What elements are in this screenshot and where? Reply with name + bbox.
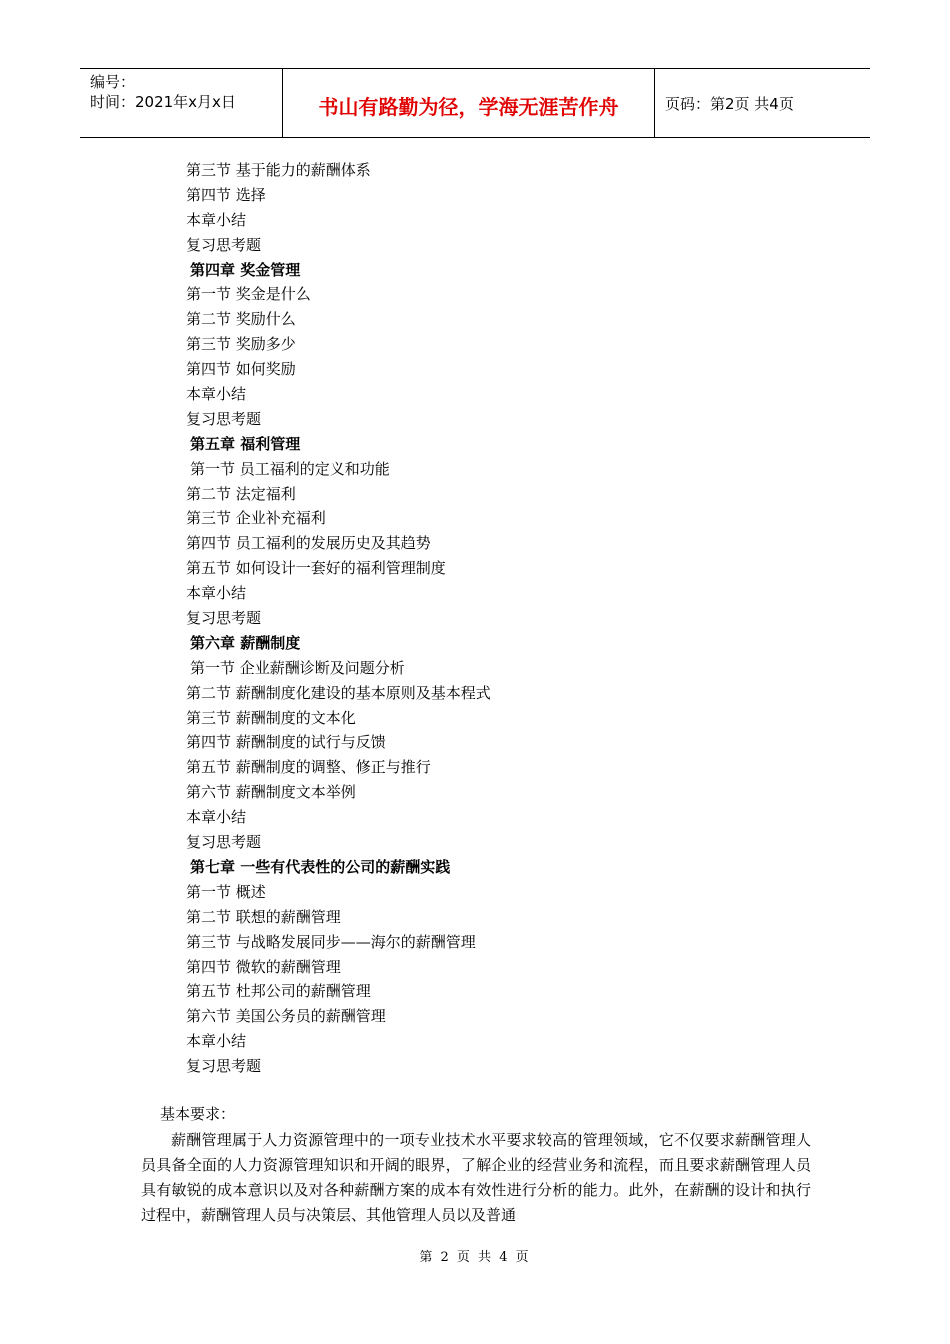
toc-entry: 第五节 薪酬制度的调整、修正与推行 bbox=[186, 758, 431, 777]
toc-entry: 本章小结 bbox=[186, 584, 247, 603]
toc-entry: 第二节 联想的薪酬管理 bbox=[186, 907, 341, 926]
toc-entry: 复习思考题 bbox=[186, 409, 262, 428]
toc-entry: 第四节 微软的薪酬管理 bbox=[186, 957, 341, 976]
toc-entry: 复习思考题 bbox=[186, 235, 262, 254]
toc-chapter: 第六章 薪酬制度 bbox=[190, 633, 301, 652]
toc-entry: 第三节 薪酬制度的文本化 bbox=[186, 708, 356, 727]
toc-entry: 第三节 奖励多少 bbox=[186, 335, 296, 354]
toc-entry: 第六节 美国公务员的薪酬管理 bbox=[186, 1007, 386, 1026]
toc-entry: 本章小结 bbox=[186, 385, 247, 404]
toc-entry: 第一节 概述 bbox=[186, 882, 266, 901]
toc-entry: 第三节 基于能力的薪酬体系 bbox=[186, 161, 371, 179]
toc-entry: 第四节 员工福利的发展历史及其趋势 bbox=[186, 534, 431, 553]
table-of-contents bbox=[186, 158, 491, 1079]
requirements-label: 基本要求： bbox=[160, 1105, 236, 1123]
toc-chapter: 第七章 一些有代表性的公司的薪酬实践 bbox=[190, 857, 451, 876]
toc-entry: 第一节 奖金是什么 bbox=[186, 285, 311, 304]
header-motto: 书山有路勤为径，学海无涯苦作舟 bbox=[318, 94, 619, 119]
toc-entry: 复习思考题 bbox=[186, 1057, 262, 1076]
toc-entry: 第一节 员工福利的定义和功能 bbox=[190, 459, 390, 478]
toc-entry: 第四节 选择 bbox=[186, 185, 266, 204]
serial-label: 编号： bbox=[90, 73, 136, 91]
toc-entry: 本章小结 bbox=[186, 210, 247, 229]
toc-entry: 复习思考题 bbox=[186, 609, 262, 628]
requirements-paragraph: 薪酬管理属于人力资源管理中的一项专业技术水平要求较高的管理领域，它不仅要求薪酬管理人员具备全面的人力资源管理知识和开阔的眼界，了解企业的经营业务和流程，而且要求薪酬管理人员具有敏锐的成本意识以及对各种薪酬方案的成本有效性进行分析的能力。此外，在薪酬的设计和执行过程中，薪酬管理人员与决策层、其他管理人员以及普通 bbox=[141, 1131, 811, 1224]
toc-entry: 复习思考题 bbox=[186, 833, 262, 852]
toc-entry: 第四节 薪酬制度的试行与反馈 bbox=[186, 733, 386, 752]
toc-entry: 第四节 如何奖励 bbox=[186, 360, 296, 379]
toc-entry: 第一节 企业薪酬诊断及问题分析 bbox=[190, 658, 405, 677]
page-header bbox=[80, 68, 870, 138]
toc-chapter: 第四章 奖金管理 bbox=[190, 260, 301, 279]
toc-entry: 第二节 法定福利 bbox=[186, 484, 296, 503]
toc-entry: 第五节 如何设计一套好的福利管理制度 bbox=[186, 559, 446, 578]
header-page-cell bbox=[655, 69, 870, 137]
toc-entry: 第五节 杜邦公司的薪酬管理 bbox=[186, 982, 371, 1001]
header-page-info: 页码：第2页 共4页 bbox=[665, 94, 794, 113]
header-meta bbox=[80, 69, 283, 137]
toc-entry: 第二节 奖励什么 bbox=[186, 310, 296, 329]
toc-entry: 第三节 企业补充福利 bbox=[186, 509, 326, 528]
toc-entry: 本章小结 bbox=[186, 808, 247, 827]
toc-chapter: 第五章 福利管理 bbox=[190, 434, 301, 453]
toc-entry: 本章小结 bbox=[186, 1032, 247, 1051]
date-line: 时间：2021年x月x日 bbox=[90, 93, 236, 111]
page-footer: 第 2 页 共 4 页 bbox=[419, 1250, 531, 1265]
toc-entry: 第三节 与战略发展同步——海尔的薪酬管理 bbox=[186, 932, 476, 951]
toc-entry: 第二节 薪酬制度化建设的基本原则及基本程式 bbox=[186, 683, 491, 702]
header-motto-cell bbox=[283, 69, 655, 137]
toc-entry: 第六节 薪酬制度文本举例 bbox=[186, 783, 356, 802]
